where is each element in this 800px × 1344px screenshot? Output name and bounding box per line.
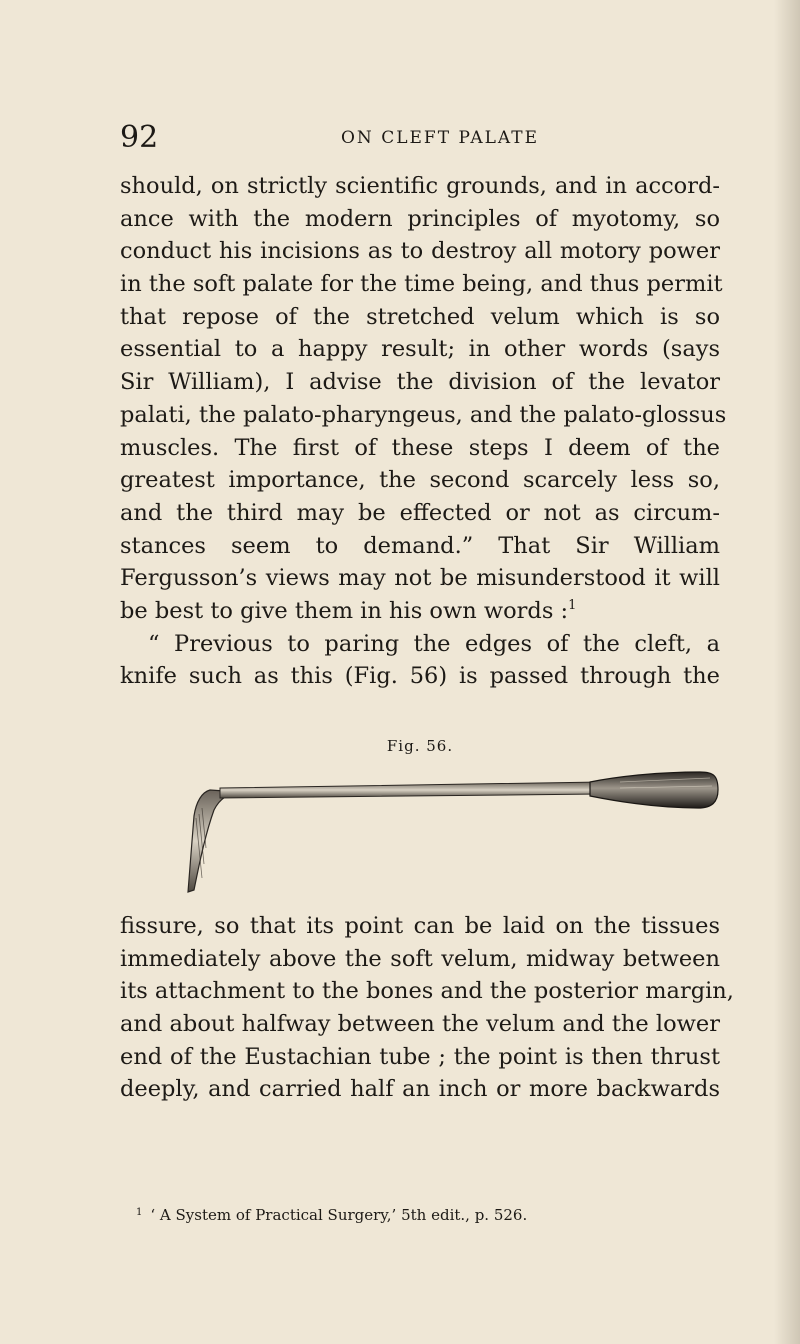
text-line-with-footnote [120, 595, 720, 628]
text-line: and the third may be effected or not as circum- [120, 499, 720, 526]
body-text-top [120, 170, 727, 693]
body-text-bottom [120, 910, 734, 1106]
running-title: ON CLEFT PALATE [341, 128, 539, 148]
text-line: palati, the palato-pharyngeus, and the palato-glossus [120, 401, 727, 428]
text-line: stances seem to demand.” That Sir William [120, 532, 720, 559]
text-line: end of the Eustachian tube ; the point is then thrust [120, 1043, 720, 1070]
text-line: greatest importance, the second scarcely less so, [120, 467, 720, 494]
text-line: its attachment to the bones and the posterior margin, [120, 978, 734, 1005]
text-line: Fergusson’s views may not be misunderstood it will [120, 565, 720, 592]
text-line: fissure, so that its point can be laid on the tissues [120, 913, 720, 939]
text-line: “ Previous to paring the edges of the cleft, a [148, 630, 720, 657]
text-line: ance with the modern principles of myotomy, so [120, 205, 720, 232]
text-line: and about halfway between the velum and the lower [120, 1011, 720, 1038]
knife-illustration [180, 768, 720, 894]
text-line: that repose of the stretched velum which is so [120, 303, 720, 330]
text-line: in the soft palate for the time being, and thus permit [120, 271, 723, 298]
footnote-text: ‘ A System of Practical Surgery,’ 5th edit., p. 526. [150, 1206, 528, 1224]
text-line: conduct his incisions as to destroy all motory power [120, 238, 720, 265]
page-header [120, 118, 720, 158]
text-line: deeply, and carried half an inch or more backwards [120, 1076, 720, 1103]
text-line: immediately above the soft velum, midway between [120, 945, 720, 972]
footnote-mark: 1 [136, 1207, 143, 1218]
page-edge-shadow [774, 0, 800, 1344]
text-line: should, on strictly scientific grounds, and in accord- [120, 173, 720, 199]
text-line: muscles. The first of these steps I deem of the [120, 434, 720, 461]
text-line: Sir William), I advise the division of the levator [120, 369, 720, 396]
text-line: knife such as this (Fig. 56) is passed through the [120, 663, 720, 690]
figure-caption: Fig. 56. [386, 737, 454, 755]
text-line: be best to give them in his own words : [120, 597, 569, 624]
text-line: essential to a happy result; in other words (says [120, 336, 720, 363]
footnote [136, 1203, 696, 1225]
footnote-reference: 1 [568, 597, 577, 613]
page-number: 92 [120, 120, 159, 155]
